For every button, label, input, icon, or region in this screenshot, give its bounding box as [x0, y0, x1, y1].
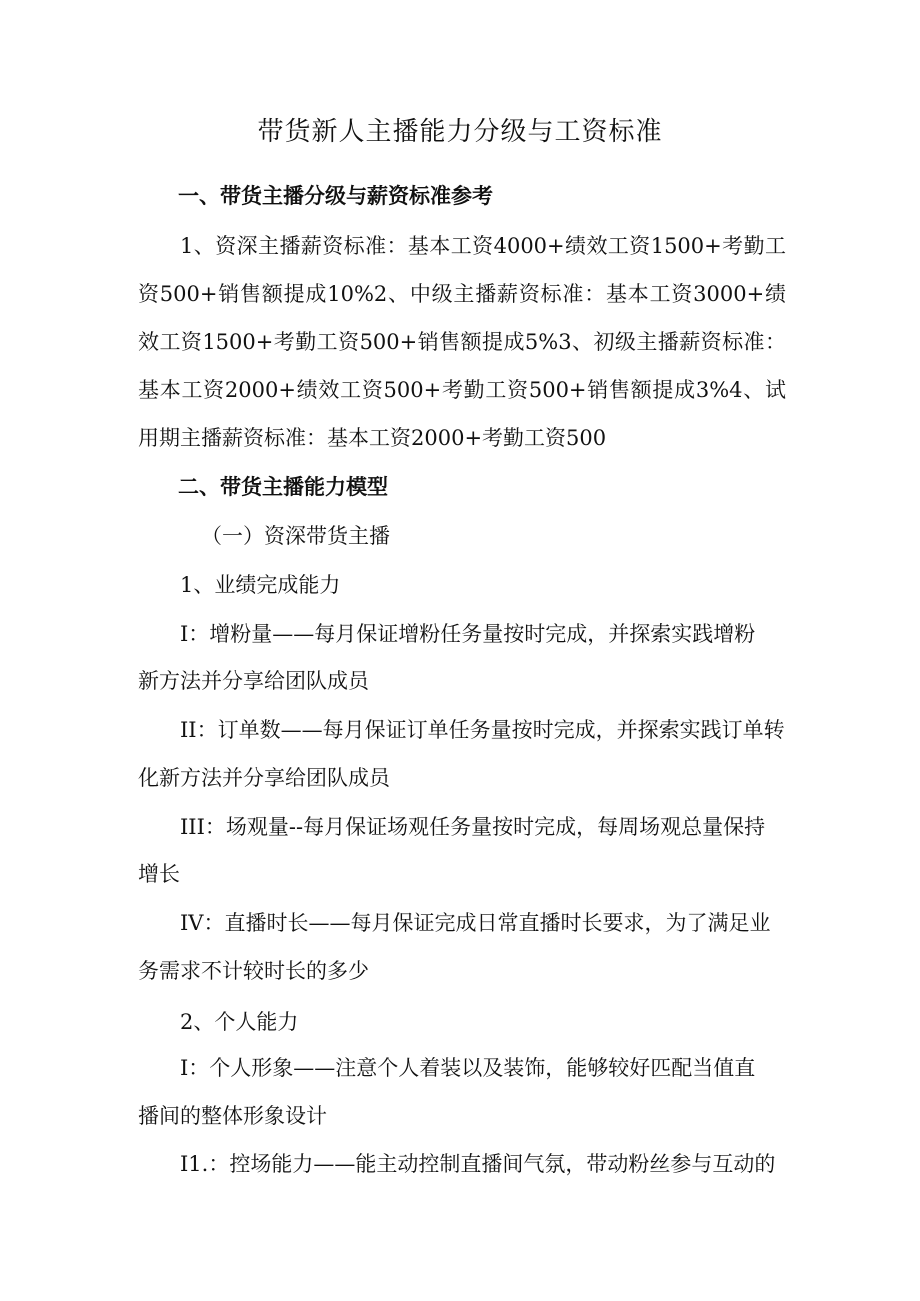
performance-item-2-line-2: 化新方法并分享给团队成员 [138, 766, 390, 790]
performance-item-3-line-2: 增长 [138, 862, 180, 886]
personal-item-2-line-1: I1.：控场能力——能主动控制直播间气氛，带动粉丝参与互动的 [180, 1152, 776, 1176]
performance-item-1-line-2: 新方法并分享给团队成员 [138, 669, 369, 693]
personal-item-1-line-2: 播间的整体形象设计 [138, 1104, 327, 1128]
performance-item-3-line-1: III：场观量--每月保证场观任务量按时完成，每周场观总量保持 [180, 815, 766, 839]
performance-item-4-line-2: 务需求不计较时长的多少 [138, 959, 369, 983]
performance-item-1-line-1: I：增粉量——每月保证增粉任务量按时完成，并探索实践增粉 [180, 622, 756, 646]
section-heading-ability-model: 二、带货主播能力模型 [178, 475, 388, 499]
item-heading-performance: 1、业绩完成能力 [180, 573, 341, 597]
section-heading-salary: 一、带货主播分级与薪资标准参考 [178, 184, 493, 208]
personal-item-1-line-1: I：个人形象——注意个人着装以及装饰，能够较好匹配当值直 [180, 1056, 756, 1080]
performance-item-2-line-1: II：订单数——每月保证订单任务量按时完成，并探索实践订单转 [180, 718, 785, 742]
subsection-heading-senior: （一）资深带货主播 [201, 524, 390, 548]
document-title: 带货新人主播能力分级与工资标准 [257, 117, 663, 147]
salary-standards-paragraph: 1、资深主播薪资标准：基本工资4000+绩效工资1500+考勤工资500+销售额提成10%2、中级主播薪资标准：基本工资3000+绩效工资1500+考勤工资500+销售额提成5%3、初级主播薪资标准：基本工资2000+绩效工资500+考勤工资500+销售额提成3%4、试用期主播薪资标准：基本工资2000+考勤工资500 [138, 234, 786, 450]
performance-item-4-line-1: IV：直播时长——每月保证完成日常直播时长要求，为了满足业 [180, 911, 771, 935]
item-heading-personal: 2、个人能力 [180, 1010, 299, 1034]
